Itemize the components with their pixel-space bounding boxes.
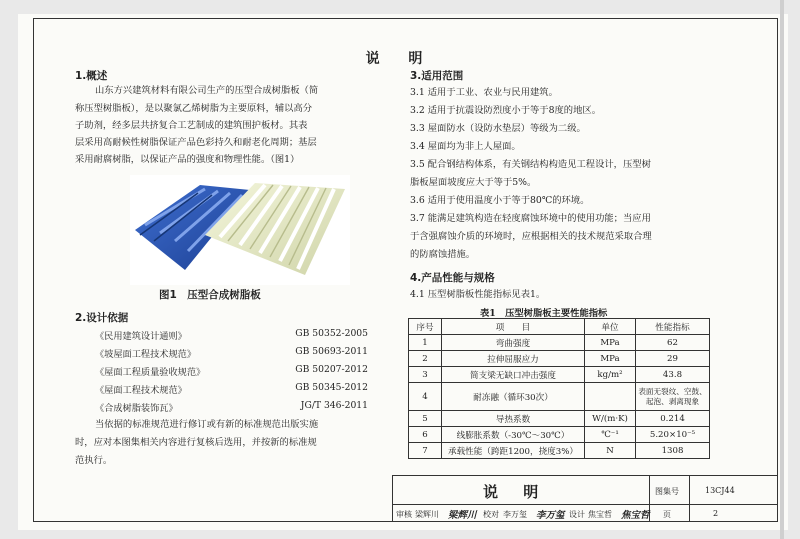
table-cell: kg/m² (585, 367, 636, 383)
table-cell: 4 (409, 383, 442, 411)
table-cell (585, 383, 636, 411)
reviewer-signature: 梁辉川 (448, 510, 477, 521)
table-row (409, 443, 710, 459)
sec1-line-4: 层采用高耐候性树脂保证产品色彩持久和耐老化周期；基层 (75, 137, 317, 148)
sec1-line-3: 子助剂，经多层共挤复合工艺制成的建筑围护板材。其表 (75, 120, 308, 131)
sec1-line-1: 山东方兴建筑材料有限公司生产的压型合成树脂板（简 (95, 85, 319, 96)
sec3-line-5: 3.5 配合钢结构体系，有关钢结构构造见工程设计，压型树 (410, 159, 651, 170)
ref-2-name: 《坡屋面工程技术规范》 (95, 349, 197, 360)
table-cell: 3 (409, 367, 442, 383)
performance-table (408, 318, 710, 459)
sec3-line-2: 3.2 适用于抗震设防烈度小于等于8度的地区。 (410, 105, 601, 116)
ref-5-name: 《合成树脂装饰瓦》 (95, 403, 178, 414)
sec4-intro: 4.1 压型树脂板性能指标见表1。 (410, 289, 546, 300)
table-header-row (409, 319, 710, 335)
ref-4-code: GB 50345-2012 (295, 382, 368, 393)
table-row (409, 351, 710, 367)
designer-signature: 焦宝哲 (621, 510, 650, 521)
section-4-heading: 4.产品性能与规格 (410, 272, 495, 284)
sec3-line-3: 3.3 屋面防水（设防水垫层）等级为二级。 (410, 123, 586, 134)
ref-1-name: 《民用建筑设计通则》 (95, 331, 187, 342)
table-cell: 5 (409, 411, 442, 427)
ref-4-name: 《屋面工程技术规范》 (95, 385, 187, 396)
table-cell: 拉伸屈服应力 (442, 351, 585, 367)
ref-3-code: GB 50207-2012 (295, 364, 368, 375)
table-cell: 1308 (636, 443, 710, 459)
atlas-label: 图集号 (655, 487, 679, 496)
col-header: 单位 (585, 319, 636, 335)
table-cell: 承载性能（跨距1200，挠度3%） (442, 443, 585, 459)
table-cell: 2 (409, 351, 442, 367)
title-block-title: 说 明 (483, 483, 549, 501)
table-cell: ℃⁻¹ (585, 427, 636, 443)
page-label: 页 (663, 510, 671, 519)
table-cell: 0.214 (636, 411, 710, 427)
table-cell: 62 (636, 335, 710, 351)
table-caption: 表1 压型树脂板主要性能指标 (480, 308, 608, 319)
ref-1-code: GB 50352-2005 (295, 328, 368, 339)
table-row (409, 335, 710, 351)
sec1-line-2: 称压型树脂板），是以聚氯乙烯树脂为主要原料，辅以高分 (75, 103, 313, 114)
table-cell: 线膨胀系数（-30℃～30℃） (442, 427, 585, 443)
sec2-note-1: 当依据的标准规范进行修订或有新的标准规范出版实施 (95, 419, 319, 430)
table-cell: W/(m·K) (585, 411, 636, 427)
table-cell: 表面无裂纹、空鼓、起泡、剥离现象 (636, 383, 710, 411)
table-cell: 耐冻融（循环30次） (442, 383, 585, 411)
table-cell: 弯曲强度 (442, 335, 585, 351)
section-1-heading: 1.概述 (75, 70, 108, 82)
sec1-line-5: 采用耐腐树脂，以保证产品的强度和物理性能。（图1） (75, 154, 300, 165)
table-cell: 5.20×10⁻⁵ (636, 427, 710, 443)
table-cell: 6 (409, 427, 442, 443)
sec3-line-4: 3.4 屋面均为非上人屋面。 (410, 141, 521, 152)
col-header: 序号 (409, 319, 442, 335)
table-row (409, 427, 710, 443)
table-row (409, 411, 710, 427)
design-label: 设计 (569, 510, 585, 519)
table-cell: MPa (585, 351, 636, 367)
table-cell: N (585, 443, 636, 459)
table-cell: 43.8 (636, 367, 710, 383)
atlas-number: 13CJ44 (705, 486, 735, 495)
page-title: 说 明 (365, 51, 435, 67)
table-cell: MPa (585, 335, 636, 351)
checker-name: 李万玺 (503, 510, 527, 519)
sec3-line-7: 3.6 适用于使用温度小于等于80℃的环境。 (410, 195, 590, 206)
designer-name: 焦宝哲 (588, 510, 612, 519)
col-header: 项 目 (442, 319, 585, 335)
table-cell: 简支梁无缺口冲击强度 (442, 367, 585, 383)
section-3-heading: 3.适用范围 (410, 70, 464, 82)
table-cell: 导热系数 (442, 411, 585, 427)
title-block-divider (393, 504, 778, 505)
section-2-heading: 2.设计依据 (75, 312, 129, 324)
col-header: 性能指标 (636, 319, 710, 335)
title-block (392, 475, 778, 522)
title-block-divider (689, 476, 690, 522)
sec3-line-10: 的防腐蚀措施。 (410, 249, 476, 260)
sec3-line-1: 3.1 适用于工业、农业与民用建筑。 (410, 87, 558, 98)
sec3-line-9: 于含强腐蚀介质的环境时，应根据相关的技术规范采取合理 (410, 231, 652, 242)
sec2-note-2: 时，应对本图集相关内容进行复核后选用，并按新的标准规 (75, 437, 317, 448)
review-label: 审核 (396, 510, 412, 519)
figure-caption: 图1 压型合成树脂板 (159, 289, 261, 301)
resin-panel-photo (130, 175, 350, 285)
table-row (409, 367, 710, 383)
ref-3-name: 《屋面工程质量验收规范》 (95, 367, 206, 378)
table-cell: 7 (409, 443, 442, 459)
sec3-line-6: 脂板屋面坡度应大于等于5%。 (410, 177, 537, 188)
table-cell: 29 (636, 351, 710, 367)
page-number: 2 (713, 509, 719, 518)
sec3-line-8: 3.7 能满足建筑构造在轻度腐蚀环境中的使用功能；当应用 (410, 213, 651, 224)
checker-signature: 李万玺 (536, 510, 565, 521)
check-label: 校对 (483, 510, 499, 519)
table-row (409, 383, 710, 411)
ref-5-code: JG/T 346-2011 (300, 400, 368, 411)
table-cell: 1 (409, 335, 442, 351)
sec2-note-3: 范执行。 (75, 455, 113, 466)
reviewer-name: 梁辉川 (415, 510, 439, 519)
ref-2-code: GB 50693-2011 (295, 346, 368, 357)
page-edge (780, 0, 784, 539)
